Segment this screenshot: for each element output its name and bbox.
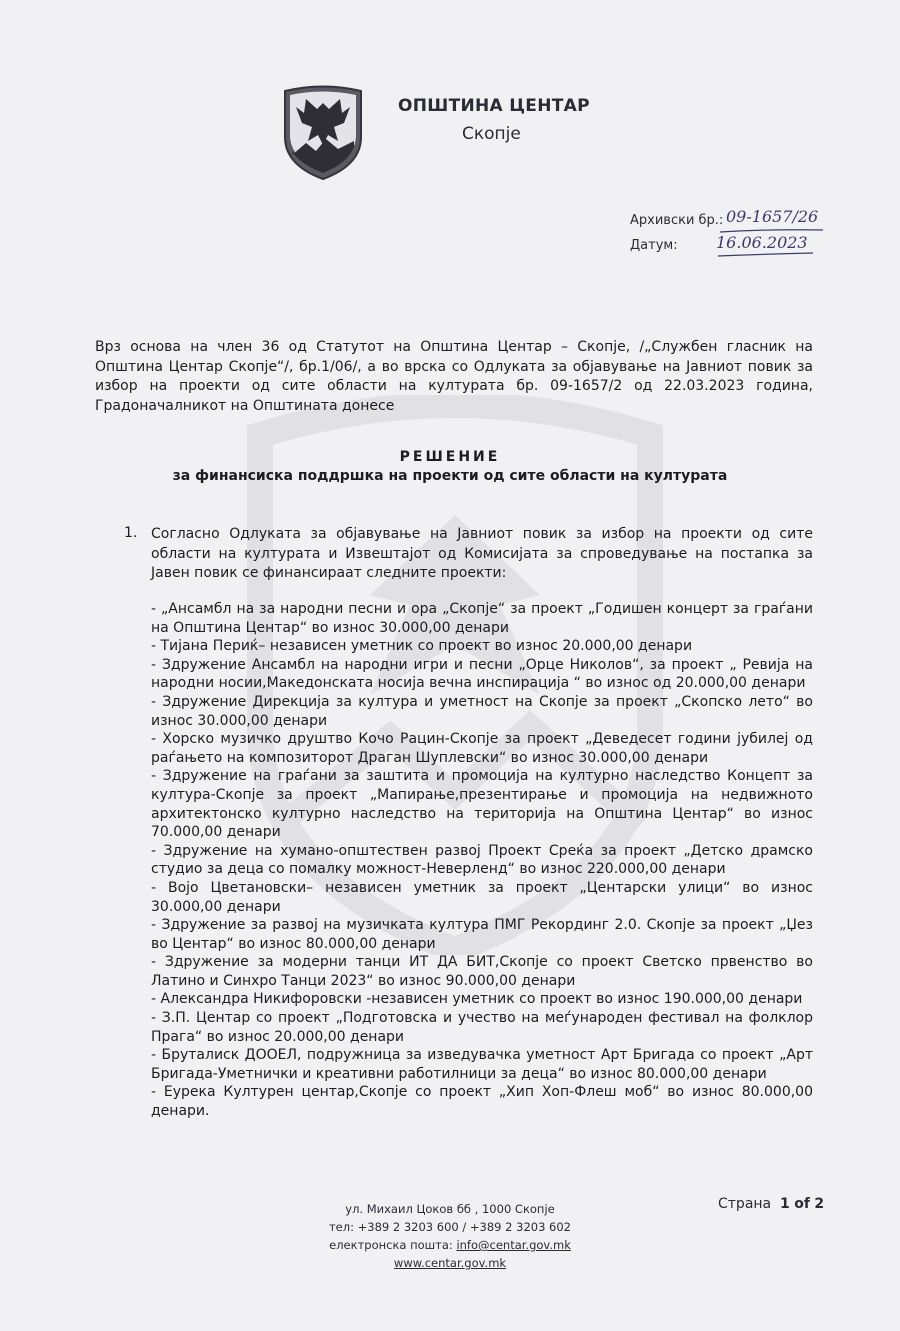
project-item: - Хорско музичко друштво Кочо Рацин-Скопје за проект „Деведесет години јубилеј од раѓањето на композиторот Драган Шуплевски“ во износ 30.000,00 денари bbox=[151, 731, 813, 766]
section-text: Согласно Одлуката за објавување на Јавниот повик за избор на проекти од сите области на културата и Извештајот од Комисијата за спроведување на постапка за Јавен повик се финансираат следните проекти: bbox=[151, 526, 813, 581]
footer-contact bbox=[250, 1200, 650, 1272]
footer-address: ул. Михаил Цоков бб , 1000 Скопје bbox=[345, 1202, 555, 1216]
project-item: - Тијана Периќ– независен уметник со проект во износ 20.000,00 денари bbox=[151, 638, 693, 655]
footer-email-label: електронска пошта: bbox=[329, 1238, 457, 1252]
date-label: Датум: bbox=[630, 238, 678, 253]
project-item: - Војо Цветановски– независен уметник за проект „Центарски улици“ во износ 30.000,00 денари bbox=[151, 879, 813, 915]
project-item: - Здружение за развој на музичката култура ПМГ Рекординг 2.0. Скопје за проект „Џез во Центар“ во износ 80.000,00 денари bbox=[151, 917, 813, 952]
footer-phone: тел: +389 2 3203 600 / +389 2 3203 602 bbox=[328, 1220, 571, 1234]
project-item: - Здружение на хумано-општествен развој Проект Среќа за проект „Детско драмско студио за деца со помалку можност-Неверленд“ во износ 220.000,00 денари bbox=[151, 842, 813, 878]
document-title: РЕШЕНИЕ bbox=[399, 449, 501, 465]
page-number bbox=[718, 1196, 824, 1212]
footer-email-link[interactable]: info@centar.gov.mk bbox=[456, 1238, 571, 1252]
page-current: 1 bbox=[780, 1196, 790, 1212]
project-item: - Еурека Културен центар,Скопје со проект „Хип Хоп-Флеш моб“ во износ 80.000,00 денари. bbox=[151, 1084, 813, 1120]
document-subtitle: за финансиска поддршка на проекти од сите области на културата bbox=[172, 468, 728, 484]
municipality-name: ОПШТИНА ЦЕНТАР bbox=[398, 96, 590, 116]
handwriting-underline bbox=[718, 224, 828, 264]
footer-website-link[interactable]: www.centar.gov.mk bbox=[393, 1256, 507, 1270]
intro-paragraph: Врз основа на член 36 од Статутот на Општина Центар – Скопје, /„Службен гласник на Општина Центар Скопје“/, бр.1/06/, а во врска со Одлуката за објавување на Јавниот повик за избор на проекти од сите области на културата бр. 09-1657/2 од 22.03.2023 година, Градоначалникот на Општината донесе bbox=[95, 339, 813, 414]
municipality-crest-logo bbox=[282, 85, 364, 181]
archive-number-label: Архивски бр.: bbox=[630, 213, 724, 228]
project-item: - З.П. Центар со проект „Подготовска и учество на меѓународен фестивал на фолклор Прага“ во износ 20.000,00 денари bbox=[151, 1010, 813, 1045]
project-item: - Александра Никифоровски -независен уметник со проект во износ 190.000,00 денари bbox=[151, 991, 803, 1008]
project-item: - Здружение на граѓани за заштита и промоција на културно наследство Концепт за култура-Скопје за проект „Мапирање,презентирање и промоција на недвижното архитектонско културно наследство на територија на Општина Центар“ во износ 70.000,00 денари bbox=[151, 768, 813, 841]
project-item: - Бруталиск ДООЕЛ, подружница за изведувачка уметност Арт Бригада со проект „Арт Бригада-Уметнички и креативни работилници за деца“ во износ 80.000,00 денари bbox=[151, 1047, 813, 1082]
project-list bbox=[151, 600, 813, 1121]
project-item: - Здружение за модерни танци ИТ ДА БИТ,Скопје со проект Светско првенство во Латино и Синхро Танци 2023“ во износ 90.000,00 денари bbox=[151, 954, 813, 989]
date-value: 16.06.2023 bbox=[716, 233, 808, 252]
municipality-city: Скопје bbox=[462, 124, 521, 144]
project-item: - Здружение Ансамбл на народни игри и песни „Орце Николов“, за проект „ Ревија на народни носии,Македонската носија вечна инспирација “ во износ од 20.000,00 денари bbox=[151, 656, 813, 692]
project-item: - „Ансамбл на за народни песни и ора „Скопје“ за проект „Годишен концерт за граѓани на Општина Центар“ во износ 30.000,00 денари bbox=[151, 601, 813, 636]
page-total: 2 bbox=[814, 1196, 825, 1212]
page-label: Страна bbox=[718, 1196, 772, 1212]
page-of: of bbox=[794, 1196, 810, 1212]
section-number: 1. bbox=[124, 525, 138, 541]
archive-number-value: 09-1657/26 bbox=[726, 207, 819, 226]
footer-email-line bbox=[250, 1236, 650, 1254]
project-item: - Здружение Дирекција за култура и уметност на Скопје за проект „Скопско лето“ во износ 30.000,00 денари bbox=[151, 693, 813, 729]
